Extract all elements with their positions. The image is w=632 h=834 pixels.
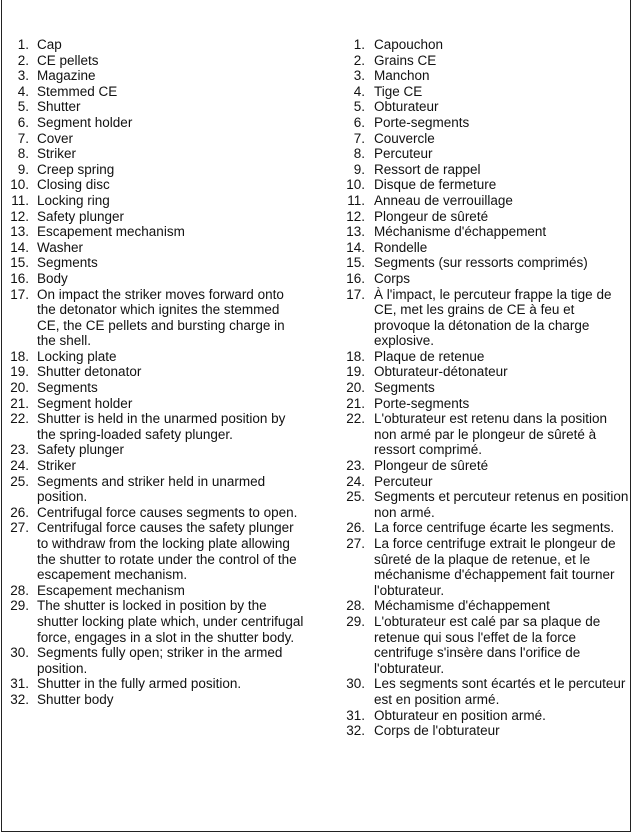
item-number: 28. xyxy=(10,582,29,598)
french-legend-item xyxy=(341,255,629,271)
english-legend-item xyxy=(4,37,304,53)
item-text: Anneau de verrouillage xyxy=(374,192,513,208)
item-text: Obturateur xyxy=(374,99,439,115)
item-number: 26. xyxy=(10,504,29,520)
item-number: 22. xyxy=(346,411,365,427)
item-text: Locking plate xyxy=(37,348,117,364)
item-text: La force centrifuge extrait le plongeur de sûreté de la plaque de retenue, et le méchanisme d'échappement fait tourner l'obturateur. xyxy=(374,536,616,598)
item-number: 18. xyxy=(10,348,29,364)
english-legend-item xyxy=(4,458,304,474)
item-number: 28. xyxy=(346,598,365,614)
item-number: 10. xyxy=(346,177,365,193)
item-number: 32. xyxy=(346,723,365,739)
item-text: Closing disc xyxy=(37,177,110,193)
item-number: 6. xyxy=(17,114,29,130)
french-legend-item xyxy=(341,396,629,412)
item-text: Washer xyxy=(37,239,84,255)
item-text: Manchon xyxy=(374,68,430,84)
english-legend-item xyxy=(4,442,304,458)
item-text: Segments xyxy=(37,380,98,396)
item-number: 16. xyxy=(346,270,365,286)
item-number: 27. xyxy=(346,536,365,551)
french-legend-item xyxy=(341,676,629,707)
item-number: 19. xyxy=(346,364,365,380)
item-text: Segment holder xyxy=(37,395,133,411)
item-number: 24. xyxy=(346,473,365,489)
english-legend-item xyxy=(4,583,304,599)
item-text: Plaque de retenue xyxy=(374,348,485,364)
french-legend-item xyxy=(341,349,629,365)
item-text: Centrifugal force causes the safety plunger to withdraw from the locking plate allowing the shutter to rotate under the control of the escapement mechanism. xyxy=(37,520,297,583)
french-legend-item xyxy=(341,37,629,53)
french-legend-item xyxy=(341,614,629,676)
item-text: Shutter in the fully armed position. xyxy=(37,676,242,692)
english-legend-item xyxy=(4,380,304,396)
item-text: Segments xyxy=(374,380,435,396)
item-number: 30. xyxy=(10,645,29,661)
item-text: À l'impact, le percuteur frappe la tige de CE, met les grains de CE à feu et provoque la détonation de la charge explosive. xyxy=(374,286,612,349)
item-number: 25. xyxy=(346,489,365,505)
item-number: 27. xyxy=(10,520,29,536)
english-legend-item xyxy=(4,131,304,147)
item-number: 1. xyxy=(17,37,29,52)
english-legend-item xyxy=(4,255,304,271)
item-text: Couvercle xyxy=(374,130,435,146)
english-legend-item xyxy=(4,271,304,287)
item-number: 18. xyxy=(346,348,365,364)
item-number: 9. xyxy=(353,161,365,177)
item-number: 8. xyxy=(17,146,29,162)
item-text: Porte-segments xyxy=(374,114,470,130)
item-number: 14. xyxy=(346,239,365,255)
item-text: Segments xyxy=(37,255,98,271)
item-text: Striker xyxy=(37,458,77,474)
french-legend-item xyxy=(341,536,629,598)
english-legend-item xyxy=(4,505,304,521)
item-text: Tige CE xyxy=(374,83,423,99)
item-text: Cover xyxy=(37,130,74,146)
french-legend-item xyxy=(341,271,629,287)
item-text: Safety plunger xyxy=(37,442,125,458)
english-legend-item xyxy=(4,193,304,209)
french-legend-item xyxy=(341,598,629,614)
item-number: 31. xyxy=(10,676,29,692)
item-text: Shutter detonator xyxy=(37,364,142,380)
item-text: Locking ring xyxy=(37,192,110,208)
english-legend-column xyxy=(4,37,304,708)
item-number: 13. xyxy=(346,224,365,240)
item-text: Segments fully open; striker in the armed position. xyxy=(37,645,283,676)
french-legend-item xyxy=(341,489,629,520)
item-number: 15. xyxy=(346,255,365,271)
item-number: 24. xyxy=(10,458,29,474)
french-legend-item xyxy=(341,177,629,193)
item-text: Stemmed CE xyxy=(37,83,118,99)
item-text: Segments et percuteur retenus en position non armé. xyxy=(374,489,629,520)
item-text: Corps xyxy=(374,270,411,286)
item-number: 2. xyxy=(17,52,29,68)
item-number: 21. xyxy=(10,395,29,411)
french-legend-item xyxy=(341,411,629,458)
item-text: Segments (sur ressorts comprimés) xyxy=(374,255,588,271)
item-text: Percuteur xyxy=(374,146,433,162)
item-number: 32. xyxy=(10,691,29,707)
english-legend-item xyxy=(4,115,304,131)
item-number: 17. xyxy=(346,286,365,302)
item-number: 4. xyxy=(353,83,365,99)
french-legend-item xyxy=(341,708,629,724)
french-legend-item xyxy=(341,520,629,536)
item-text: Cap xyxy=(37,37,62,52)
item-text: Rondelle xyxy=(374,239,428,255)
item-number: 8. xyxy=(353,146,365,162)
item-number: 13. xyxy=(10,224,29,240)
french-legend-item xyxy=(341,146,629,162)
item-text: L'obturateur est calé par sa plaque de retenue qui sous l'effet de la force centrifuge s'insère dans l'orifice de l'obturateur. xyxy=(374,613,601,676)
item-text: La force centrifuge écarte les segments. xyxy=(374,520,615,536)
item-text: Magazine xyxy=(37,68,96,84)
french-legend-item xyxy=(341,224,629,240)
english-legend-item xyxy=(4,645,304,676)
item-text: CE pellets xyxy=(37,52,99,68)
item-number: 20. xyxy=(346,380,365,396)
english-legend-item xyxy=(4,99,304,115)
english-legend-item xyxy=(4,349,304,365)
item-number: 23. xyxy=(10,442,29,458)
french-legend-column xyxy=(341,37,629,739)
english-legend-item xyxy=(4,692,304,708)
french-legend-item xyxy=(341,240,629,256)
french-legend-item xyxy=(341,68,629,84)
english-legend-item xyxy=(4,84,304,100)
item-number: 6. xyxy=(353,114,365,130)
item-number: 16. xyxy=(10,270,29,286)
item-text: Safety plunger xyxy=(37,208,125,224)
item-text: Creep spring xyxy=(37,161,115,177)
english-legend-item xyxy=(4,598,304,645)
item-text: L'obturateur est retenu dans la position non armé par le plongeur de sûreté à ressort comprimé. xyxy=(374,411,607,458)
item-number: 7. xyxy=(353,130,365,146)
item-number: 12. xyxy=(346,208,365,224)
item-number: 11. xyxy=(11,192,29,208)
item-number: 7. xyxy=(17,130,29,146)
item-number: 4. xyxy=(17,83,29,99)
item-number: 21. xyxy=(346,395,365,411)
item-number: 31. xyxy=(346,707,365,723)
item-text: Plongeur de sûreté xyxy=(374,458,489,474)
french-legend-item xyxy=(341,115,629,131)
item-text: Shutter xyxy=(37,99,81,115)
english-legend-item xyxy=(4,474,304,505)
english-legend-item xyxy=(4,68,304,84)
item-text: Segment holder xyxy=(37,114,133,130)
french-legend-item xyxy=(341,380,629,396)
item-text: Plongeur de sûreté xyxy=(374,208,489,224)
item-number: 14. xyxy=(10,239,29,255)
item-text: Escapement mechanism xyxy=(37,582,185,598)
item-text: Corps de l'obturateur xyxy=(374,723,500,739)
item-number: 23. xyxy=(346,458,365,474)
item-number: 11. xyxy=(347,192,365,208)
english-legend-item xyxy=(4,240,304,256)
french-legend-item xyxy=(341,99,629,115)
french-legend-item xyxy=(341,162,629,178)
english-legend-item xyxy=(4,396,304,412)
english-legend-item xyxy=(4,224,304,240)
french-legend-item xyxy=(341,287,629,349)
item-text: Les segments sont écartés et le percuteur est en position armé. xyxy=(374,676,626,707)
french-legend-item xyxy=(341,131,629,147)
item-number: 17. xyxy=(10,286,29,302)
english-legend-item xyxy=(4,411,304,442)
english-legend-item xyxy=(4,177,304,193)
item-text: Centrifugal force causes segments to open. xyxy=(37,504,298,520)
item-number: 20. xyxy=(10,380,29,396)
english-legend-item xyxy=(4,676,304,692)
item-number: 26. xyxy=(346,520,365,536)
item-number: 15. xyxy=(10,255,29,271)
english-legend-item xyxy=(4,209,304,225)
item-text: Ressort de rappel xyxy=(374,161,481,177)
item-text: Méchamisme d'échappement xyxy=(374,598,550,614)
item-number: 19. xyxy=(10,364,29,380)
item-number: 10. xyxy=(10,177,29,193)
item-number: 2. xyxy=(353,52,365,68)
item-text: Escapement mechanism xyxy=(37,224,185,240)
english-legend-item xyxy=(4,53,304,69)
french-legend-item xyxy=(341,193,629,209)
french-legend-item xyxy=(341,84,629,100)
item-number: 9. xyxy=(17,161,29,177)
item-number: 3. xyxy=(17,68,29,84)
item-number: 1. xyxy=(353,37,365,52)
item-number: 29. xyxy=(10,598,29,614)
french-legend-item xyxy=(341,364,629,380)
item-text: Disque de fermeture xyxy=(374,177,497,193)
french-legend-item xyxy=(341,458,629,474)
item-number: 25. xyxy=(10,473,29,489)
item-text: Obturateur-détonateur xyxy=(374,364,508,380)
item-number: 5. xyxy=(17,99,29,115)
item-text: Grains CE xyxy=(374,52,437,68)
english-legend-item xyxy=(4,520,304,582)
french-legend-item xyxy=(341,53,629,69)
english-legend-item xyxy=(4,146,304,162)
item-text: Shutter body xyxy=(37,691,114,707)
french-legend-item xyxy=(341,209,629,225)
item-number: 12. xyxy=(10,208,29,224)
item-text: Striker xyxy=(37,146,77,162)
item-text: Obturateur en position armé. xyxy=(374,707,546,723)
english-legend-item xyxy=(4,162,304,178)
item-text: Shutter is held in the unarmed position by the spring-loaded safety plunger. xyxy=(37,411,286,442)
item-text: Segments and striker held in unarmed position. xyxy=(37,473,266,505)
item-text: On impact the striker moves forward onto the detonator which ignites the stemmed CE, the CE pellets and bursting charge in the shell. xyxy=(37,286,285,349)
item-text: Méchanisme d'échappement xyxy=(374,224,547,240)
item-text: Percuteur xyxy=(374,473,433,489)
item-text: Body xyxy=(37,270,68,286)
item-text: The shutter is locked in position by the shutter locking plate which, under centrifugal force, engages in a slot in the shutter body. xyxy=(37,598,304,645)
item-number: 29. xyxy=(346,613,365,629)
english-legend-item xyxy=(4,364,304,380)
item-number: 5. xyxy=(353,99,365,115)
french-legend-item xyxy=(341,474,629,490)
item-text: Capouchon xyxy=(374,37,444,52)
english-legend-item xyxy=(4,287,304,349)
item-number: 22. xyxy=(10,411,29,427)
french-legend-item xyxy=(341,723,629,739)
item-number: 3. xyxy=(353,68,365,84)
item-number: 30. xyxy=(346,676,365,692)
item-text: Porte-segments xyxy=(374,395,470,411)
